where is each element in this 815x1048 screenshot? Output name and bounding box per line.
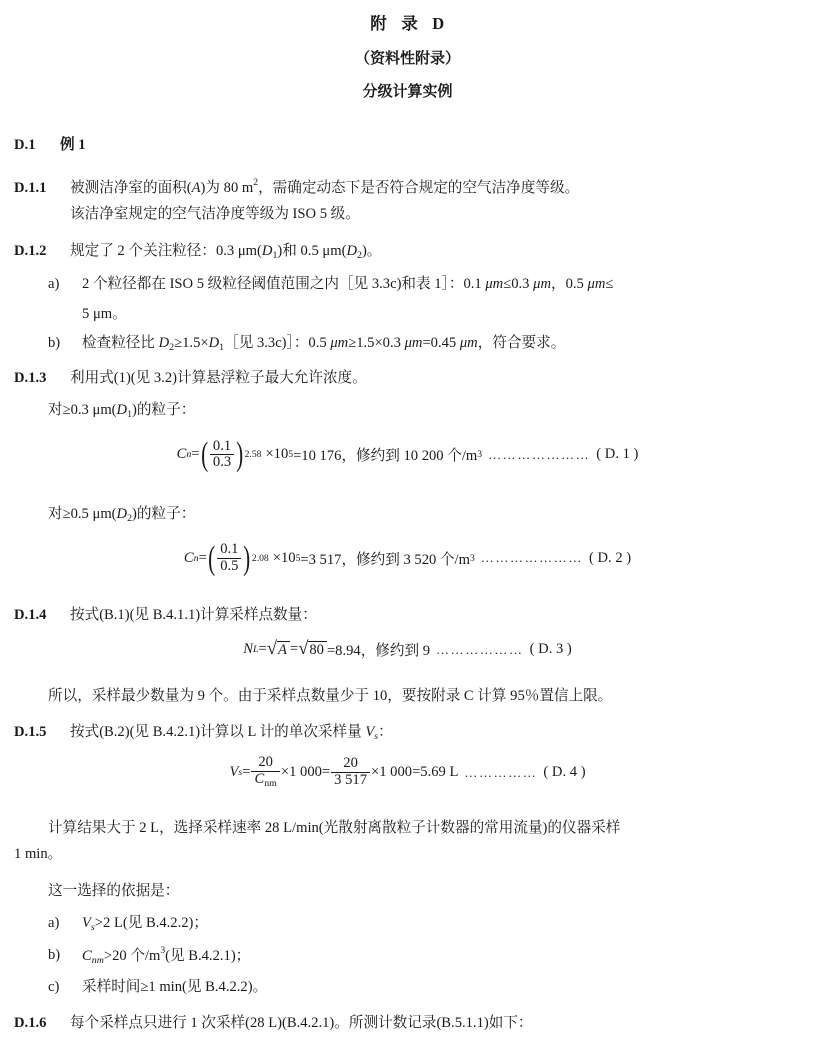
item-b-mu2: μm	[404, 335, 423, 352]
equation-d3	[243, 639, 572, 660]
equation-d3-row	[14, 639, 801, 673]
lead1-text-a: 对≥0.3	[48, 402, 93, 419]
leader-dots: ………………	[436, 641, 524, 657]
appendix-type: （资料性附录）	[354, 51, 460, 67]
item-a-mu2: μm	[533, 276, 551, 293]
eq4-equals: =	[242, 764, 251, 781]
clause-d12	[14, 240, 801, 264]
clause-d15-var: V	[365, 724, 375, 741]
eq2-equals: =	[198, 549, 207, 566]
list-item-body	[82, 911, 801, 936]
item-cnm-var: C	[82, 947, 92, 964]
list-item	[14, 943, 801, 969]
eq3-rest: =8.94，修约到 9	[326, 643, 431, 660]
eq2-lhs: C	[183, 549, 194, 566]
clause-d16-number: D.1.6	[14, 1015, 47, 1032]
item-b-text-a: 检查粒径比	[82, 335, 159, 352]
clause-d1-title: 例 1	[60, 137, 86, 153]
unit-micrometer-2: μm(	[322, 243, 347, 260]
item-a-text-c: ，0.5	[551, 276, 588, 293]
variable-a: A	[191, 179, 201, 196]
item-a-text-b: ≤0.3	[503, 276, 534, 293]
eq4-denominator-2: 3 517	[331, 772, 370, 789]
list-item-body	[82, 331, 801, 356]
clause-d14-number: D.1.4	[14, 606, 47, 623]
item-cnm-sub: nm	[91, 954, 104, 966]
lead1-sub: 1	[127, 409, 133, 421]
clause-d15-after1: 计算结果大于 2 L，选择采样速率 28 L/min(光散射离散粒子计数器的常用流量)的仪器采样	[48, 820, 621, 837]
leader-dots: ……………	[464, 764, 538, 780]
item-b-text-b: ≥1.5×	[174, 335, 209, 352]
item-a-text-d: ≤	[605, 276, 614, 293]
clause-d15-text-b: ：	[378, 724, 393, 741]
eq1-equals: =	[191, 446, 200, 463]
lead1-text-b: )的粒子：	[132, 402, 196, 419]
eq4-den1-var: C	[254, 771, 265, 788]
list-item-body	[82, 272, 801, 327]
eq3-lhs-sub: L	[252, 644, 259, 656]
eq1-times-exp: 5	[288, 449, 294, 461]
eq2-rest-exp: 3	[469, 552, 475, 564]
eq3-equals-1: =	[258, 641, 267, 658]
clause-d14	[14, 604, 801, 628]
list-item	[14, 272, 801, 327]
subscript-1: 1	[272, 250, 278, 262]
clause-d15-after2: 1 min。	[14, 845, 63, 862]
item-a-text-a: 2 个粒径都在 ISO 5 级粒径阈值范围之内［见 3.3c)和表 1］：0.1	[82, 276, 486, 293]
clause-d15-text-a: 按式(B.2)(见 B.4.2.1)计算以 L 计的单次采样量	[70, 724, 366, 741]
equation-d1-row	[14, 435, 801, 489]
clause-d12-text-b: )和 0.5	[277, 243, 323, 260]
eq2-lhs-sub: n	[193, 552, 199, 564]
equation-number-d3: ( D. 3 )	[529, 641, 572, 658]
item-cnm-text2: (见 B.4.2.1)；	[165, 947, 251, 964]
item-b-mu3: μm	[459, 335, 478, 352]
equation-d4-row	[14, 755, 801, 805]
variable-d1: D	[261, 243, 273, 260]
clause-d14-after: 所以，采样最少数量为 9 个。由于采样点数量少于 10，要按附录 C 计算 95％置信上限。	[48, 688, 613, 705]
item-vs-text: >2 L(见 B.4.2.2)；	[94, 915, 208, 932]
item-cnm-sup: 3	[160, 944, 166, 956]
clause-d12-text-c: )。	[361, 243, 382, 260]
list-item-label: b)	[48, 946, 61, 963]
clause-d13-number: D.1.3	[14, 369, 47, 386]
clause-d13	[14, 367, 801, 391]
leader-dots: …………………	[488, 446, 591, 462]
clause-d13-lead1	[14, 399, 801, 423]
appendix-word-1: 附	[370, 14, 388, 33]
item-b-sub-2: 2	[169, 342, 175, 354]
clause-d11-text-c: ，需确定动态下是否符合规定的空气洁净度等级。	[258, 179, 580, 196]
eq1-lhs: C	[176, 446, 187, 463]
clause-d15-number: D.1.5	[14, 724, 47, 741]
clause-d15	[14, 721, 801, 745]
eq3-equals-2: =	[289, 641, 299, 658]
clause-d11-number: D.1.1	[14, 179, 47, 196]
item-b-text-f: ，符合要求。	[477, 335, 566, 352]
eq2-exponent: 2.08	[251, 552, 269, 564]
right-paren-icon: )	[236, 435, 244, 474]
eq1-times: ×10	[265, 446, 289, 463]
eq2-rest: =3 517，修约到 3 520 个/m	[300, 551, 470, 568]
eq3-radicand-2: 80	[308, 641, 327, 659]
item-cnm-text: >20 个/m	[103, 947, 161, 964]
eq1-rest-exp: 3	[477, 449, 483, 461]
appendix-subtitle: 分级计算实例	[362, 84, 453, 100]
list-item	[14, 975, 801, 1000]
leader-dots: …………………	[480, 550, 583, 566]
subscript-2: 2	[356, 250, 362, 262]
equation-d1	[176, 435, 639, 474]
variable-d2: D	[346, 243, 357, 260]
eq4-numerator-2: 20	[343, 755, 358, 772]
item-b-sub-1: 1	[219, 342, 225, 354]
clause-d15-sub: s	[374, 731, 379, 743]
eq2-numerator: 0.1	[220, 540, 239, 557]
clause-d11-text-b: )为 80 m	[200, 179, 254, 196]
eq4-den1-sub: nm	[264, 778, 277, 790]
page-title	[14, 10, 801, 34]
appendix-letter: D	[432, 14, 445, 33]
item-a-mu3: μm	[587, 276, 606, 293]
list-item-label: a)	[48, 915, 60, 932]
item-b-text-d: ≥1.5×0.3	[348, 335, 405, 352]
equation-number-d1: ( D. 1 )	[596, 446, 639, 463]
list-item-body	[82, 943, 801, 969]
eq4-numerator-1: 20	[258, 754, 273, 771]
list-item-label: a)	[48, 276, 60, 293]
equation-number-d4: ( D. 4 )	[543, 764, 586, 781]
right-paren-icon: )	[243, 538, 251, 577]
equation-number-d2: ( D. 2 )	[588, 549, 632, 566]
equation-d2	[183, 538, 632, 577]
lead1-mu: μm(	[92, 402, 117, 419]
square-root-icon: √ 80	[298, 640, 327, 659]
clause-d11-text-a: 被测洁净室的面积(	[70, 179, 192, 196]
unit-micrometer-1: μm(	[237, 243, 262, 260]
eq2-times: ×10	[272, 549, 296, 566]
clause-d13-text: 利用式(1)(见 3.2)计算悬浮粒子最大允许浓度。	[70, 369, 367, 386]
exponent-2: 2	[253, 176, 259, 188]
eq1-rest: =10 176，修约到 10 200 个/m	[293, 448, 478, 465]
list-item-body: 采样时间≥1 min(见 B.4.2.2)。	[82, 978, 268, 995]
clause-d16-text: 每个采样点只进行 1 次采样(28 L)(B.4.2.1)。所测计数记录(B.5.1.1)如下：	[70, 1015, 533, 1032]
eq3-radicand-1: A	[277, 641, 290, 659]
lead1-var-d: D	[116, 402, 128, 419]
eq2-denominator: 0.5	[217, 558, 241, 575]
eq2-times-exp: 5	[295, 552, 301, 564]
clause-d12-number: D.1.2	[14, 243, 47, 260]
eq1-lhs-sub: n	[186, 449, 192, 461]
item-b-text-e: =0.45	[422, 335, 460, 352]
clause-d1-number: D.1	[14, 137, 36, 153]
item-b-var-d: D	[158, 335, 170, 352]
list-item	[14, 331, 801, 356]
document-page	[0, 10, 815, 1048]
equation-d4	[229, 755, 585, 790]
lead2-text-b: )的粒子：	[132, 505, 196, 522]
eq4-mid: ×1 000=	[280, 764, 331, 781]
item-b-text-c: ［见 3.3c)］：0.5	[224, 335, 331, 352]
eq4-rest: ×1 000=5.69 L	[371, 764, 459, 781]
lead2-var-d: D	[116, 505, 128, 522]
item-vs-sub: s	[90, 922, 95, 934]
left-paren-icon: (	[207, 538, 216, 577]
eq4-denominator-1	[251, 771, 279, 790]
lead2-text-a: 对≥0.5	[48, 505, 93, 522]
appendix-word-2: 录	[401, 14, 419, 33]
item-vs-var: V	[82, 915, 91, 932]
clause-d14-text: 按式(B.1)(见 B.4.1.1)计算采样点数量：	[70, 606, 317, 623]
clause-d16	[14, 1012, 801, 1036]
clause-d13-lead2	[14, 503, 801, 527]
eq3-lhs: N	[243, 641, 253, 658]
square-root-icon: √ A	[267, 640, 290, 659]
clause-d11	[14, 175, 801, 201]
item-b-var-d1: D	[208, 335, 220, 352]
list-item	[14, 911, 801, 936]
clause-d1	[14, 134, 801, 158]
eq1-numerator: 0.1	[212, 437, 232, 454]
eq4-lhs-sub: s	[238, 767, 243, 779]
equation-d2-row	[14, 538, 801, 592]
item-a-mu1: μm	[485, 276, 504, 293]
eq1-exponent: 2.58	[244, 449, 262, 461]
clause-d11-line2: 该洁净室规定的空气洁净度等级为 ISO 5 级。	[70, 206, 360, 223]
lead2-sub: 2	[127, 512, 133, 524]
clause-d12-text-a: 规定了 2 个关注粒径：0.3	[70, 243, 238, 260]
eq1-denominator: 0.3	[210, 454, 234, 471]
clause-d15-after3: 这一选择的依据是：	[48, 882, 180, 899]
list-item-label: c)	[48, 978, 60, 995]
list-item-label: b)	[48, 335, 61, 352]
item-a-line2: 5 μm。	[82, 305, 127, 322]
item-b-mu1: μm	[330, 335, 349, 352]
left-paren-icon: (	[200, 435, 208, 474]
lead2-mu: μm(	[92, 505, 117, 522]
eq4-lhs: V	[229, 764, 239, 781]
